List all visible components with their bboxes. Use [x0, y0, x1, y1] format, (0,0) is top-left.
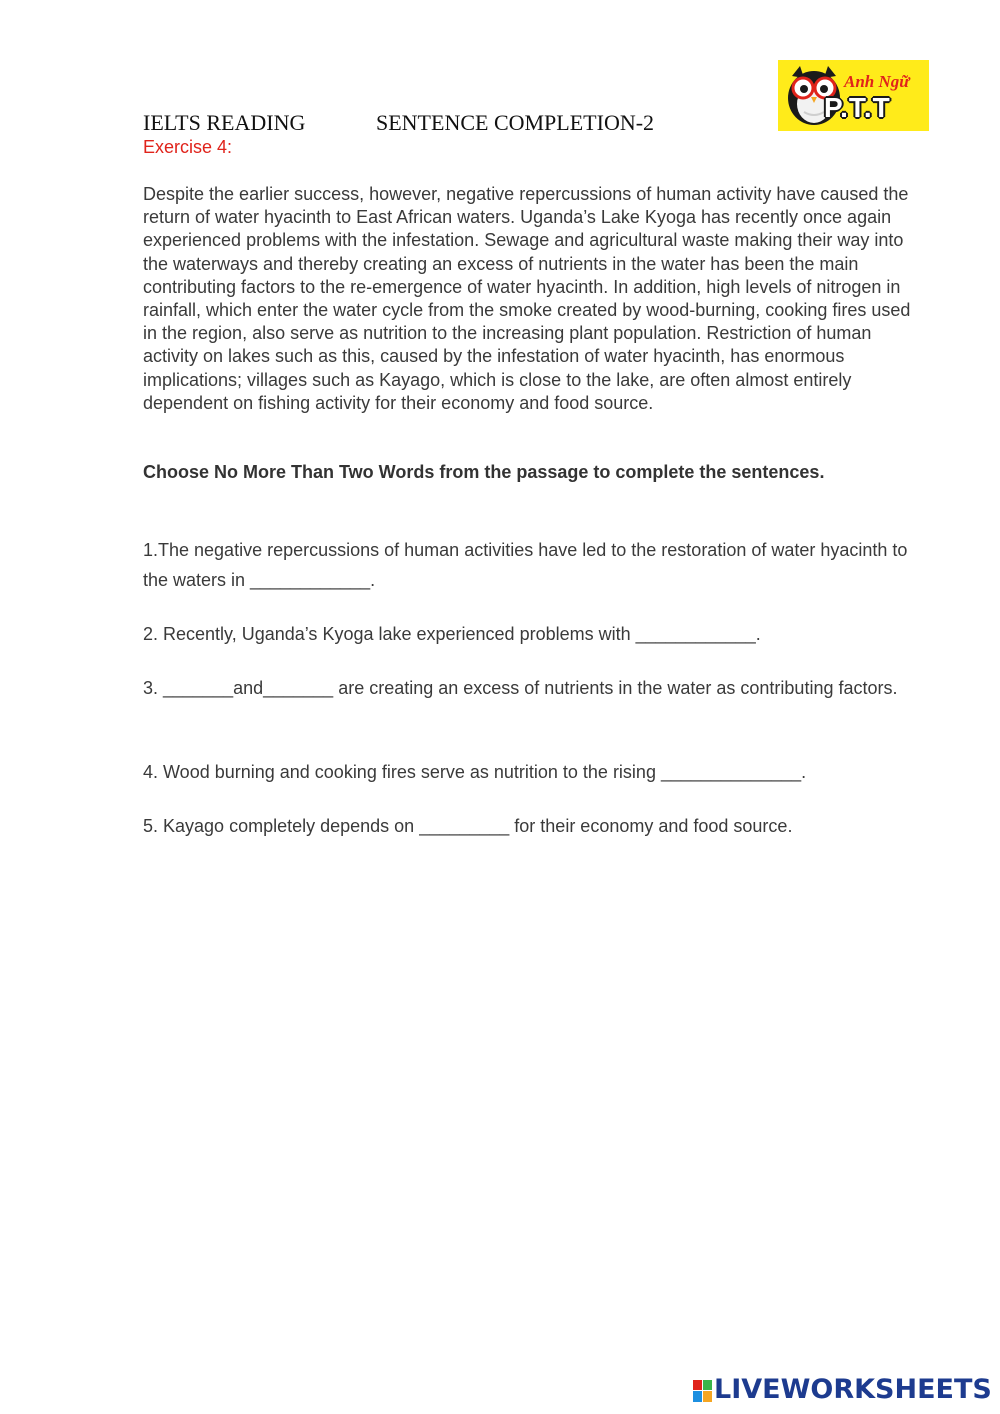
- exercise-label: Exercise 4:: [143, 137, 233, 157]
- instruction-text: Choose No More Than Two Words from the passage to complete the sentences.: [143, 462, 825, 482]
- page-title-left: IELTS READING: [143, 110, 306, 135]
- question-1: 1.The negative repercussions of human activities have led to the restoration of water hyacinth to the waters in ____________.: [143, 540, 908, 590]
- question-2: 2. Recently, Uganda’s Kyoga lake experienced problems with ____________.: [143, 624, 761, 644]
- question-5: 5. Kayago completely depends on _________ for their economy and food source.: [143, 816, 793, 836]
- liveworksheets-logo-icon: [692, 1378, 714, 1404]
- anh-ngu-ptt-logo: [778, 60, 929, 131]
- logo-text-top: Anh Ngữ: [844, 72, 910, 91]
- reading-passage: Despite the earlier success, however, negative repercussions of human activity have caused the return of water hyacinth to East African waters. Uganda’s Lake Kyoga has recently once again experienced problems with the infestation. Sewage and agricultural waste making their way into the waterways and thereby creating an excess of nutrients in the water has been the main contributing factors to the re-emergence of water hyacinth. In addition, high levels of nitrogen in rainfall, which enter the water cycle from the smoke created by wood-burning, cooking fires used in the region, also serve as nutrition to the increasing plant population. Restriction of human activity on lakes such as this, caused by the infestation of water hyacinth, has enormous implications; villages such as Kayago, which is close to the lake, are often almost entirely dependent on fishing activity for their economy and food source.: [143, 184, 911, 413]
- liveworksheets-brand: LIVEWORKSHEETS: [714, 1374, 992, 1405]
- page-title-right: SENTENCE COMPLETION-2: [376, 110, 655, 135]
- question-4: 4. Wood burning and cooking fires serve as nutrition to the rising ______________.: [143, 762, 807, 782]
- question-3: 3. _______and_______ are creating an excess of nutrients in the water as contributing factors.: [143, 678, 898, 698]
- logo-text-bottom: P.T.T: [824, 92, 891, 123]
